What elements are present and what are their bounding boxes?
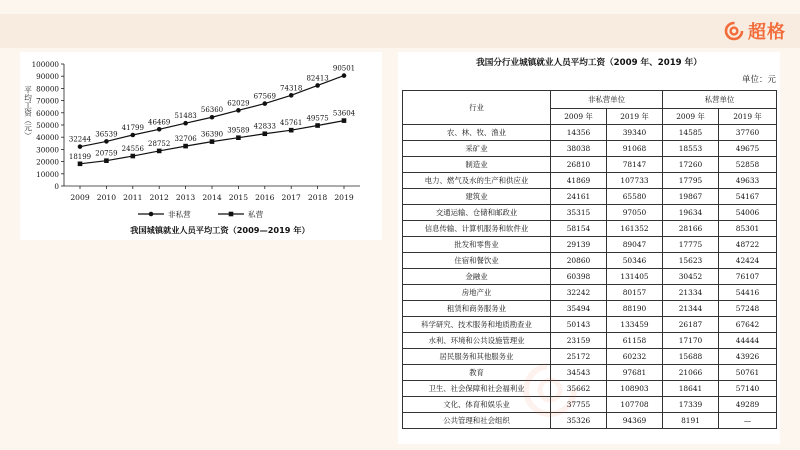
table-header-row [403,91,777,109]
wage-cell: 57140 [719,381,777,397]
wage-cell: 48722 [719,237,777,253]
data-label: 28752 [148,139,171,148]
wage-cell: 107733 [607,173,663,189]
wage-cell: 94369 [607,413,663,429]
data-label: 51483 [174,112,197,121]
wage-cell: 39340 [607,125,663,141]
industry-cell: 信息传输、计算机服务和软件业 [403,221,551,237]
x-tick-label: 2011 [123,193,143,202]
data-point [131,154,136,159]
table-row [403,269,777,285]
table-row [403,333,777,349]
wage-cell: 14585 [663,125,719,141]
x-tick-label: 2014 [202,193,222,202]
header-private: 私营单位 [663,91,777,109]
data-point [210,115,215,120]
data-label: 56360 [200,106,224,115]
header-year: 2009 年 [551,109,607,125]
table-row [403,221,777,237]
data-point [342,73,347,78]
wage-cell: 30452 [663,269,719,285]
table-row [403,285,777,301]
industry-cell: 住宿和餐饮业 [403,253,551,269]
data-label: 42833 [253,122,276,131]
header-year: 2019 年 [719,109,777,125]
wage-cell: 65580 [607,189,663,205]
data-point [131,133,136,138]
industry-cell: 交通运输、仓储和邮政业 [403,205,551,221]
wage-cell: 32242 [551,285,607,301]
industry-cell: 房地产业 [403,285,551,301]
wage-cell: 8191 [663,413,719,429]
wage-cell: 26810 [551,157,607,173]
data-point [78,161,83,166]
wage-cell: 54167 [719,189,777,205]
y-tick-label: 60000 [36,108,59,118]
chart-title: 我国城镇就业人员平均工资（2009—2019 年） [130,225,310,235]
table-unit: 单位：元 [741,75,776,85]
top-bar [0,0,800,50]
y-tick-label: 100000 [31,60,59,69]
y-tick-label: 20000 [36,157,59,167]
table-row [403,317,777,333]
x-tick-label: 2017 [281,193,301,202]
data-point [263,101,268,106]
data-point [183,121,188,126]
wage-cell: 34543 [551,365,607,381]
wage-cell: 76107 [719,269,777,285]
x-tick-label: 2010 [96,193,117,202]
wage-cell: 19867 [663,189,719,205]
wage-cell: 37760 [719,125,777,141]
wage-cell: 91068 [607,141,663,157]
wage-cell: 25172 [551,349,607,365]
data-point [210,139,215,144]
data-point [236,135,241,140]
industry-wage-table [402,90,777,429]
data-point [342,118,347,123]
wage-cell: 17775 [663,237,719,253]
table-row [403,253,777,269]
y-tick-label: 70000 [36,96,59,106]
data-point [263,131,268,136]
wage-cell: 28166 [663,221,719,237]
wage-cell: 21066 [663,365,719,381]
data-label: 62029 [227,99,250,108]
table-row [403,205,777,221]
x-tick-label: 2009 [70,193,90,202]
wage-cell: 50761 [719,365,777,381]
header-year: 2019 年 [607,109,663,125]
wage-cell: 60398 [551,269,607,285]
wage-cell: 54006 [719,205,777,221]
wage-cell: 29139 [551,237,607,253]
wage-cell: 50346 [607,253,663,269]
wage-cell: 18641 [663,381,719,397]
table-row [403,157,777,173]
table-row [403,301,777,317]
industry-cell: 公共管理和社会组织 [403,413,551,429]
wage-cell: 20860 [551,253,607,269]
wage-cell: 52858 [719,157,777,173]
legend-label: 非私营 [168,210,191,219]
wage-cell: 67642 [719,317,777,333]
wage-cell: 26187 [663,317,719,333]
industry-cell: 制造业 [403,157,551,173]
data-label: 39589 [227,126,250,135]
data-label: 18199 [68,152,92,161]
industry-cell: 农、林、牧、渔业 [403,125,551,141]
y-tick-label: 30000 [36,145,59,155]
industry-cell: 建筑业 [403,189,551,205]
x-tick-label: 2013 [175,193,196,202]
table-row [403,381,777,397]
wage-cell: 15623 [663,253,719,269]
header-non-private: 非私营单位 [551,91,663,109]
data-point [78,144,83,149]
wage-cell: 49675 [719,141,777,157]
wage-cell: 35315 [551,205,607,221]
wage-cell: — [719,413,777,429]
legend-label: 私营 [248,210,264,219]
header-industry: 行业 [403,91,551,125]
wage-cell: 97050 [607,205,663,221]
table-row [403,413,777,429]
industry-cell: 文化、体育和娱乐业 [403,397,551,413]
wage-cell: 107708 [607,397,663,413]
watermark-icon [520,360,580,420]
data-point [104,139,109,144]
wage-cell: 23159 [551,333,607,349]
wage-cell: 49289 [719,397,777,413]
wage-cell: 21344 [663,301,719,317]
data-label: 45761 [280,119,303,128]
table-row [403,141,777,157]
wage-table-panel [398,52,780,444]
data-point [157,149,162,154]
top-band [0,14,800,48]
wage-cell: 17795 [663,173,719,189]
wage-cell: 43926 [719,349,777,365]
data-label: 74318 [280,84,303,93]
data-label: 36539 [95,130,118,139]
x-tick-label: 2018 [307,193,328,202]
data-label: 32244 [68,135,92,144]
industry-cell: 教育 [403,365,551,381]
y-tick-label: 10000 [36,169,59,179]
line-chart-panel [20,52,382,240]
wage-cell: 37755 [551,397,607,413]
data-point [157,127,162,132]
wage-cell: 24161 [551,189,607,205]
data-label: 46469 [148,118,171,127]
header-year: 2009 年 [663,109,719,125]
wage-cell: 18553 [663,141,719,157]
wage-cell: 35662 [551,381,607,397]
x-tick-label: 2015 [228,193,249,202]
data-point [183,144,188,149]
data-label: 24556 [121,145,144,154]
y-tick-label: 50000 [36,121,59,130]
data-point [289,93,294,98]
legend-marker [229,212,234,217]
table-row [403,189,777,205]
wage-cell: 89047 [607,237,663,253]
wage-cell: 50143 [551,317,607,333]
table-row [403,237,777,253]
x-tick-label: 2012 [149,193,169,202]
table-row [403,397,777,413]
table-row [403,125,777,141]
wage-cell: 85301 [719,221,777,237]
industry-cell: 卫生、社会保障和社会福利业 [403,381,551,397]
wage-cell: 41869 [551,173,607,189]
data-point [289,128,294,133]
wage-cell: 80157 [607,285,663,301]
wage-cell: 49633 [719,173,777,189]
data-label: 36390 [200,130,224,139]
industry-cell: 采矿业 [403,141,551,157]
wage-cell: 35494 [551,301,607,317]
y-axis-label: 平均工资（元） [23,86,33,140]
wage-cell: 54416 [719,285,777,301]
data-label: 67569 [253,92,276,101]
industry-cell: 批发和零售业 [403,237,551,253]
table-row [403,365,777,381]
legend-marker [149,212,154,217]
industry-cell: 居民服务和其他服务业 [403,349,551,365]
industry-cell: 金融业 [403,269,551,285]
wage-cell: 21334 [663,285,719,301]
table-row [403,349,777,365]
table-row [403,173,777,189]
wage-cell: 42424 [719,253,777,269]
data-label: 20759 [95,149,118,158]
y-tick-label: 40000 [36,133,59,143]
industry-cell: 电力、燃气及水的生产和供应业 [403,173,551,189]
wage-line-chart [20,52,382,240]
wage-cell: 88190 [607,301,663,317]
wage-cell: 108903 [607,381,663,397]
wage-cell: 35326 [551,413,607,429]
brand-logo [724,16,786,46]
wage-cell: 17260 [663,157,719,173]
table-title: 我国分行业城镇就业人员平均工资（2009 年、2019 年） [476,58,702,68]
data-label: 49575 [306,114,329,123]
industry-cell: 科学研究、技术服务和地质勘查业 [403,317,551,333]
wage-cell: 131405 [607,269,663,285]
brand-name: 超格 [748,22,786,43]
y-tick-label: 90000 [36,72,59,82]
x-tick-label: 2019 [334,193,354,202]
swirl-logo-icon [724,21,744,41]
wage-cell: 44444 [719,333,777,349]
wage-cell: 14356 [551,125,607,141]
wage-cell: 161352 [607,221,663,237]
industry-cell: 水利、环境和公共设施管理业 [403,333,551,349]
data-point [236,108,241,113]
y-tick-label: 0 [54,182,59,191]
wage-cell: 17170 [663,333,719,349]
wage-cell: 57248 [719,301,777,317]
data-point [315,83,320,88]
wage-cell: 61158 [607,333,663,349]
wage-cell: 17339 [663,397,719,413]
wage-cell: 38038 [551,141,607,157]
data-point [315,123,320,128]
wage-cell: 15688 [663,349,719,365]
data-label: 41799 [121,124,144,133]
data-label: 53604 [332,109,356,118]
data-label: 82413 [306,74,329,83]
wage-cell: 97681 [607,365,663,381]
x-tick-label: 2016 [255,193,275,202]
y-tick-label: 80000 [36,84,59,94]
wage-cell: 58154 [551,221,607,237]
data-label: 90501 [332,64,356,73]
data-label: 32706 [174,135,197,144]
data-point [104,158,109,163]
wage-cell: 78147 [607,157,663,173]
wage-cell: 133459 [607,317,663,333]
wage-cell: 19634 [663,205,719,221]
industry-cell: 租赁和商务服务业 [403,301,551,317]
wage-cell: 60232 [607,349,663,365]
